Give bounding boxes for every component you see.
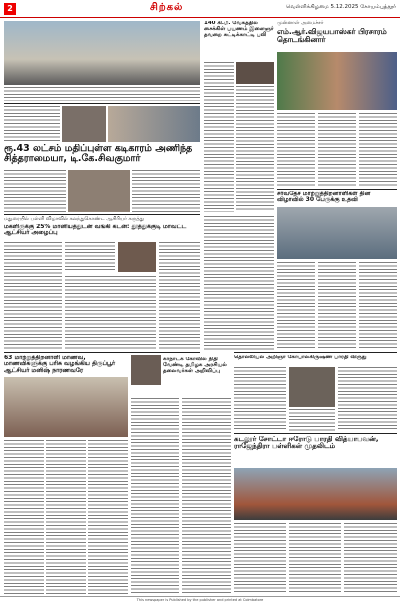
right-mid-body-col-3 <box>359 262 397 350</box>
center-top-headline: 140 கி.மீ. வேகத்தில் சைக்கிள் பயணம் இளைஞர் தவறை சுட்டிக்காட்டி பலி <box>204 21 274 38</box>
page-number: 2 <box>4 3 16 15</box>
mla-headline: மகளிருக்கு 25% மானியத்துடன் வங்கி கடன்: தூத்துக்குடி மாவட்ட ஆட்சியர் அழைப்பு <box>4 224 187 237</box>
divider <box>4 214 200 215</box>
right-mid-photo <box>277 207 397 259</box>
lower-center-headline: கர்நாடக கோவில் நிதி வேண்டி தமிழக அரசியல் தலைவர்கள் அறிவிப்பு <box>163 357 227 374</box>
mla-body-col-2b <box>65 276 156 350</box>
lower-center-body-col-1 <box>131 398 179 594</box>
right-top-photo <box>277 52 397 110</box>
masthead: சிற்கல் <box>150 2 184 13</box>
right-top-body-col-1 <box>277 113 315 187</box>
divider <box>4 352 200 353</box>
finance-photo-2 <box>108 106 200 142</box>
mla-body-col-3 <box>159 242 200 350</box>
divider <box>4 103 200 104</box>
finance-intro-text <box>4 106 60 142</box>
lower-right-body-col-1 <box>234 367 286 431</box>
right-top-headline: எம்.ஆர்.விஜயபாஸ்கர் பிரசாரம் தொடங்கினார் <box>277 28 387 44</box>
lower-right-body-col-2 <box>289 409 335 431</box>
lower-center-body-col-2 <box>182 398 231 594</box>
finance-body-col-1 <box>4 170 66 212</box>
finance-body-col-3 <box>132 170 200 212</box>
mla-portrait <box>118 242 156 272</box>
center-top-body <box>204 62 234 212</box>
footer-imprint: This newspaper is Published by the publisher and printed at Coimbatore <box>0 596 400 604</box>
lower-left-photo <box>4 377 128 437</box>
right-top-body-col-2 <box>318 113 356 187</box>
right-mid-body-col-2 <box>318 262 356 350</box>
center-body-col-2 <box>236 86 274 212</box>
right-mid-body-col-1 <box>277 262 315 350</box>
dateline: வெள்ளிக்கிழமை 5.12.2025 கோயம்புத்தூர் <box>286 4 396 10</box>
divider <box>234 352 397 353</box>
lower-right-sub-body-col-3 <box>344 523 397 594</box>
right-top-kicker: முன்னாள் அமைச்சர் <box>277 20 324 26</box>
right-mid-headline: சர்வதேச மாற்றுத்திறனாளிகள் தின விழாவில் 30 பேருக்கு உதவி <box>277 191 371 204</box>
center-top-portrait <box>236 62 274 84</box>
divider <box>277 189 397 190</box>
lower-left-body-col-2 <box>46 440 86 594</box>
lower-left-body-col-1 <box>4 440 44 594</box>
mla-strip: மதுரையில் பள்ளி விழாவில் கலந்துகொண்ட ஆசிரியர் கருத்து <box>4 216 144 222</box>
top-left-caption-lines <box>4 87 200 101</box>
mla-body-col-2 <box>65 242 115 272</box>
lower-right-sub-headline: கடலூர் சோட்டா ஈரோடு பாரதி வித்யாபவன், ராஜேந்திரா பள்ளிகள் முதலிடம் <box>234 436 379 451</box>
lower-right-body-col-3 <box>338 367 397 431</box>
lower-right-headline: தொல்லியல் அறிஞர் கோபாலகிருஷ்ண பாரதி விருது <box>234 355 367 360</box>
top-left-photo <box>4 21 200 85</box>
center-mid-body <box>204 216 274 350</box>
lower-left-headline: 63 மாற்றுத்திறனாளி மாணவ, மாணவிகளுக்கு பரிசு வழங்கிய திருப்பூர் ஆட்சியர் மனிஷ் நாரணவரே <box>4 355 116 374</box>
lower-center-photo <box>131 355 161 385</box>
mla-body-col-1 <box>4 242 62 350</box>
lower-right-sub-photo <box>234 468 397 520</box>
right-top-body-col-3 <box>359 113 397 187</box>
lower-right-sub-body-col-1 <box>234 523 286 594</box>
finance-photo-3 <box>68 170 130 212</box>
divider <box>234 433 397 434</box>
lower-left-body-col-3 <box>88 440 128 594</box>
finance-photo-1 <box>62 106 106 142</box>
lower-right-photo <box>289 367 335 407</box>
finance-headline: ரூ.43 லட்சம் மதிப்புள்ள கடிகாரம் அணிந்த சித்தராமையா, டி.கே.சிவகுமார் <box>4 144 193 164</box>
lower-right-sub-body-col-2 <box>289 523 341 594</box>
